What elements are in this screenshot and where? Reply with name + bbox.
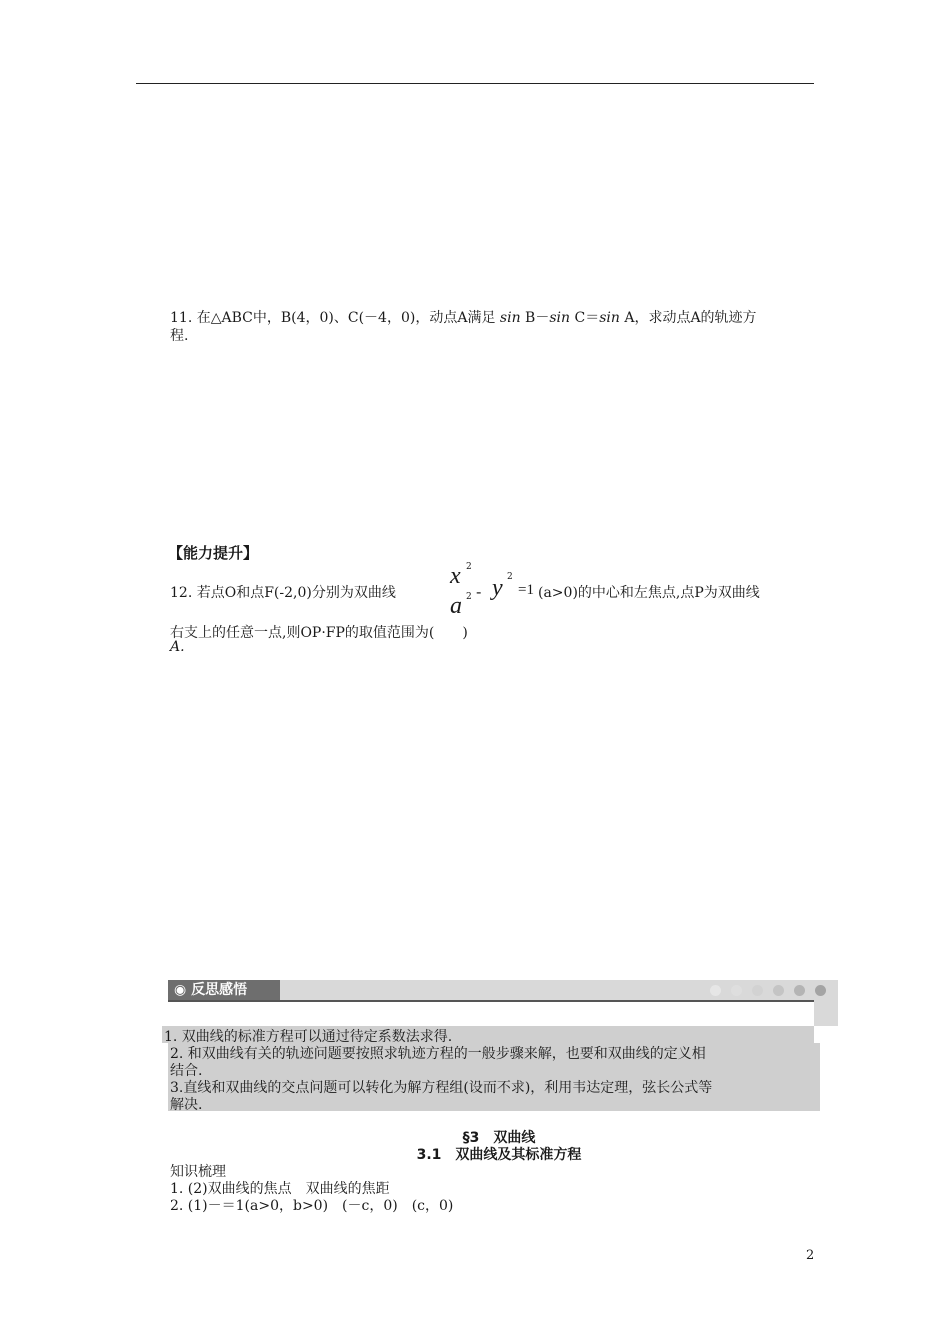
page-number: 2 xyxy=(806,1248,815,1263)
problem-12-line-2: 右支上的任意一点,则OP·FP的取值范围为( ) xyxy=(170,625,468,641)
problem-12-suffix: (a>0)的中心和左焦点,点P为双曲线 xyxy=(538,585,760,601)
problem-12-option-a: A. xyxy=(170,639,185,655)
reflection-banner-rule xyxy=(168,1000,838,1002)
problem-11-line-1: 11. 在△ABC中，B(4，0)、C(－4，0)，动点A满足 sin B－sin C＝sin A，求动点A的轨迹方 xyxy=(170,310,757,326)
reflection-banner-edge xyxy=(814,1000,838,1026)
header-rule xyxy=(136,83,814,84)
reflection-item-2-line-1: 2. 和双曲线有关的轨迹问题要按照求轨迹方程的一般步骤来解，也要和双曲线的定义相 xyxy=(170,1046,706,1062)
answer-line-1: 1. (2)双曲线的焦点 双曲线的焦距 xyxy=(170,1181,390,1197)
answer-section-heading: §3 双曲线 xyxy=(462,1130,536,1146)
reflection-item-1: 1. 双曲线的标准方程可以通过待定系数法求得. xyxy=(164,1029,453,1045)
answer-label: 知识梳理 xyxy=(170,1164,226,1180)
banner-dot xyxy=(731,985,742,996)
reflection-item-3-line-1: 3.直线和双曲线的交点问题可以转化为解方程组(设而不求)，利用韦达定理，弦长公式等 xyxy=(170,1080,713,1096)
formula-y: y xyxy=(492,575,503,601)
reflection-item-2-line-2: 结合. xyxy=(170,1063,203,1079)
formula-a: a xyxy=(450,593,462,619)
banner-dot xyxy=(773,985,784,996)
answer-subheading: 3.1 双曲线及其标准方程 xyxy=(416,1147,582,1163)
banner-dot xyxy=(752,985,763,996)
banner-dot xyxy=(815,985,826,996)
formula-minus: - xyxy=(476,582,482,601)
reflection-tab: ◉ 反思感悟 xyxy=(168,980,280,1000)
formula-a-exponent: 2 xyxy=(466,592,472,602)
problem-12-prefix: 12. 若点O和点F(-2,0)分别为双曲线 xyxy=(170,585,396,601)
formula-equals-one: =1 xyxy=(518,582,534,598)
banner-dot xyxy=(794,985,805,996)
formula-y-exponent: 2 xyxy=(507,572,513,582)
banner-dot xyxy=(710,985,721,996)
reflection-item-3-line-2: 解决. xyxy=(170,1097,203,1113)
answer-line-2: 2. (1)－＝1(a>0，b>0) (－c，0) (c，0) xyxy=(170,1198,454,1214)
section-heading-ability: 【能力提升】 xyxy=(168,544,259,562)
formula-x-exponent: 2 xyxy=(466,562,472,572)
formula-x: x xyxy=(450,563,461,589)
problem-11-line-2: 程. xyxy=(170,328,189,344)
